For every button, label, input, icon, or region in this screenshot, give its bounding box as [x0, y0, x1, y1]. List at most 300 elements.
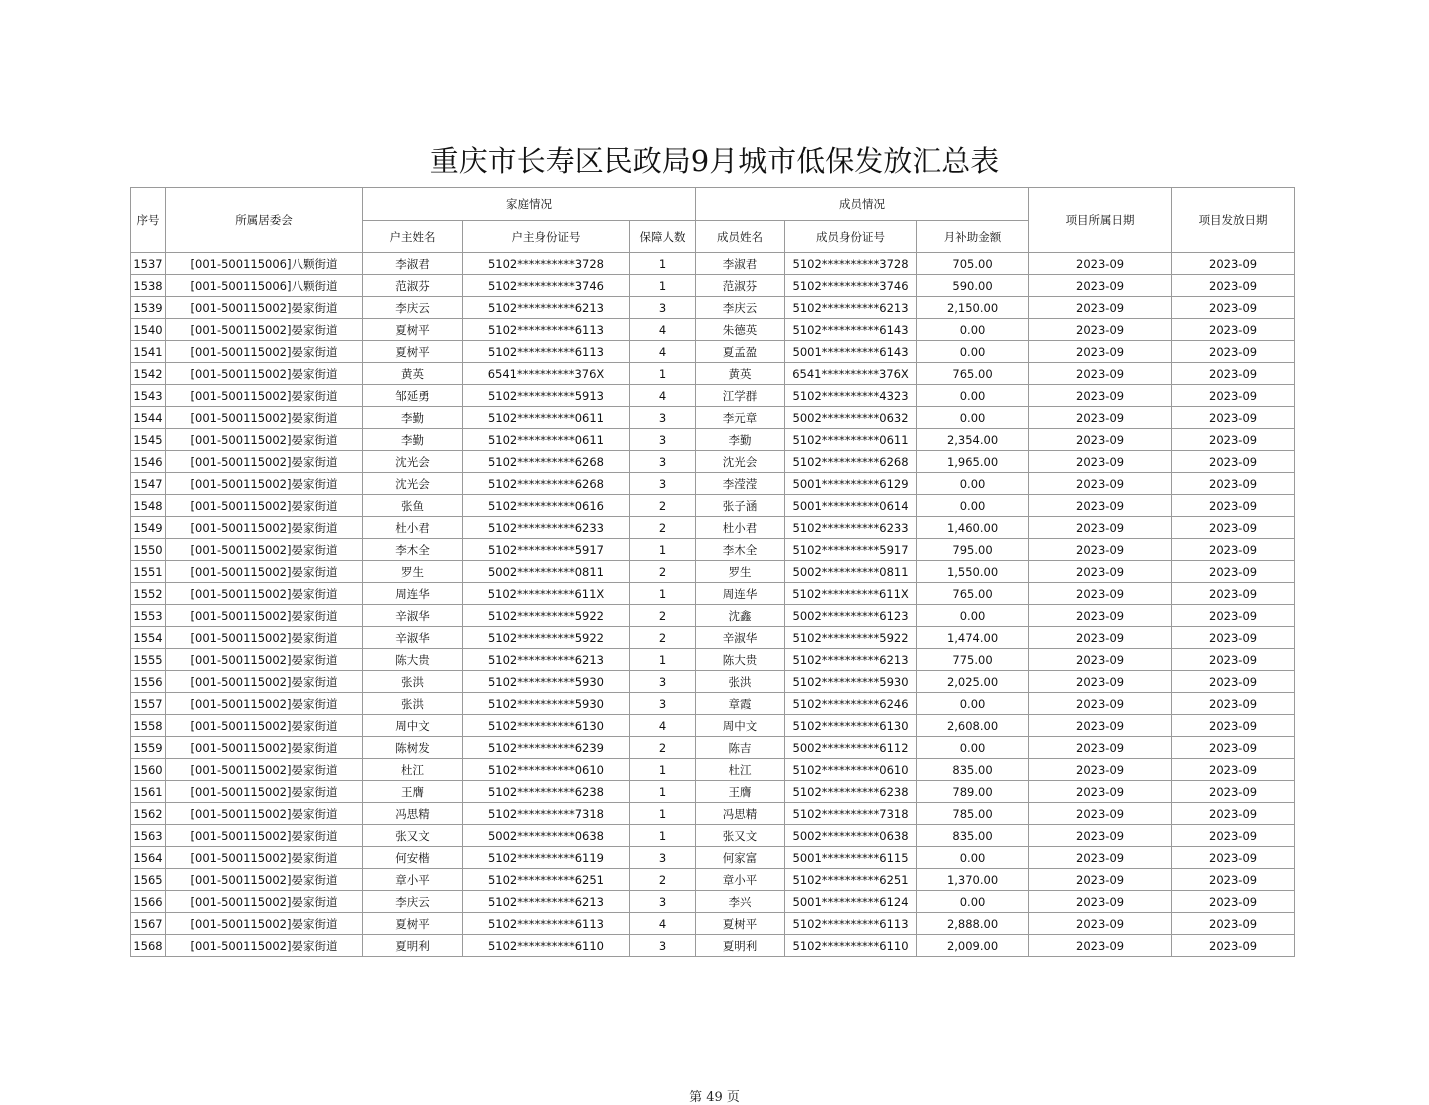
cell-subsidy: 765.00 [917, 363, 1029, 385]
cell-head-id: 5102**********5922 [463, 605, 630, 627]
table-row [131, 781, 1295, 803]
cell-issue-date: 2023-09 [1172, 253, 1295, 275]
cell-member-name: 李滢滢 [696, 473, 785, 495]
cell-issue-date: 2023-09 [1172, 473, 1295, 495]
cell-member-name: 陈大贵 [696, 649, 785, 671]
cell-seq: 1548 [131, 495, 166, 517]
table-row [131, 693, 1295, 715]
cell-covered: 4 [630, 341, 696, 363]
cell-issue-date: 2023-09 [1172, 297, 1295, 319]
table-row [131, 473, 1295, 495]
cell-covered: 1 [630, 825, 696, 847]
cell-member-name: 张洪 [696, 671, 785, 693]
header-family-group: 家庭情况 [363, 188, 696, 221]
cell-committee: [001-500115006]八颗街道 [166, 253, 363, 275]
cell-subsidy: 0.00 [917, 605, 1029, 627]
cell-member-name: 夏孟盈 [696, 341, 785, 363]
page-number: 第 49 页 [689, 1090, 740, 1105]
cell-subsidy: 1,965.00 [917, 451, 1029, 473]
cell-seq: 1540 [131, 319, 166, 341]
cell-member-name: 张又文 [696, 825, 785, 847]
cell-covered: 1 [630, 781, 696, 803]
cell-head-id: 5102**********5922 [463, 627, 630, 649]
cell-head-name: 黄英 [363, 363, 463, 385]
cell-issue-date: 2023-09 [1172, 671, 1295, 693]
cell-member-id: 5102**********6213 [785, 649, 917, 671]
cell-member-id: 5102**********6110 [785, 935, 917, 957]
cell-committee: [001-500115002]晏家街道 [166, 583, 363, 605]
header-seq: 序号 [131, 188, 166, 253]
cell-project-date: 2023-09 [1029, 825, 1172, 847]
cell-covered: 3 [630, 693, 696, 715]
cell-subsidy: 0.00 [917, 495, 1029, 517]
cell-head-id: 5102**********5917 [463, 539, 630, 561]
cell-covered: 4 [630, 913, 696, 935]
cell-head-id: 6541**********376X [463, 363, 630, 385]
cell-subsidy: 2,009.00 [917, 935, 1029, 957]
header-member-group: 成员情况 [696, 188, 1029, 221]
cell-member-id: 5102**********4323 [785, 385, 917, 407]
cell-project-date: 2023-09 [1029, 253, 1172, 275]
cell-committee: [001-500115002]晏家街道 [166, 605, 363, 627]
cell-member-name: 杜小君 [696, 517, 785, 539]
cell-issue-date: 2023-09 [1172, 407, 1295, 429]
table-row [131, 759, 1295, 781]
cell-committee: [001-500115002]晏家街道 [166, 869, 363, 891]
cell-covered: 3 [630, 407, 696, 429]
cell-member-id: 5102**********3728 [785, 253, 917, 275]
cell-member-name: 李淑君 [696, 253, 785, 275]
cell-subsidy: 765.00 [917, 583, 1029, 605]
cell-committee: [001-500115002]晏家街道 [166, 781, 363, 803]
cell-subsidy: 1,370.00 [917, 869, 1029, 891]
cell-head-id: 5102**********6110 [463, 935, 630, 957]
header-head-name: 户主姓名 [363, 221, 463, 253]
cell-issue-date: 2023-09 [1172, 605, 1295, 627]
cell-subsidy: 2,888.00 [917, 913, 1029, 935]
cell-issue-date: 2023-09 [1172, 759, 1295, 781]
cell-member-name: 周连华 [696, 583, 785, 605]
cell-member-name: 夏树平 [696, 913, 785, 935]
cell-seq: 1561 [131, 781, 166, 803]
cell-project-date: 2023-09 [1029, 297, 1172, 319]
cell-member-id: 5102**********6251 [785, 869, 917, 891]
cell-seq: 1559 [131, 737, 166, 759]
cell-member-name: 王膺 [696, 781, 785, 803]
cell-project-date: 2023-09 [1029, 737, 1172, 759]
cell-member-id: 5102**********5930 [785, 671, 917, 693]
cell-committee: [001-500115002]晏家街道 [166, 407, 363, 429]
cell-issue-date: 2023-09 [1172, 891, 1295, 913]
cell-head-id: 5102**********6268 [463, 451, 630, 473]
cell-committee: [001-500115002]晏家街道 [166, 451, 363, 473]
cell-subsidy: 0.00 [917, 847, 1029, 869]
cell-head-id: 5102**********6233 [463, 517, 630, 539]
cell-covered: 1 [630, 539, 696, 561]
cell-member-name: 黄英 [696, 363, 785, 385]
table-row [131, 341, 1295, 363]
cell-member-id: 6541**********376X [785, 363, 917, 385]
cell-head-name: 何安楷 [363, 847, 463, 869]
cell-subsidy: 0.00 [917, 407, 1029, 429]
cell-member-id: 5102**********6213 [785, 297, 917, 319]
cell-head-id: 5102**********3746 [463, 275, 630, 297]
cell-head-id: 5102**********6213 [463, 649, 630, 671]
cell-committee: [001-500115006]八颗街道 [166, 275, 363, 297]
header-committee: 所属居委会 [166, 188, 363, 253]
cell-seq: 1551 [131, 561, 166, 583]
table-row [131, 869, 1295, 891]
cell-head-name: 李勤 [363, 429, 463, 451]
cell-seq: 1555 [131, 649, 166, 671]
page-title: 重庆市长寿区民政局9月城市低保发放汇总表 [429, 144, 1000, 178]
cell-head-id: 5102**********6113 [463, 913, 630, 935]
cell-head-name: 陈大贵 [363, 649, 463, 671]
cell-project-date: 2023-09 [1029, 627, 1172, 649]
cell-seq: 1564 [131, 847, 166, 869]
cell-subsidy: 1,550.00 [917, 561, 1029, 583]
cell-committee: [001-500115002]晏家街道 [166, 627, 363, 649]
cell-head-id: 5002**********0811 [463, 561, 630, 583]
table-row [131, 495, 1295, 517]
cell-subsidy: 705.00 [917, 253, 1029, 275]
cell-head-name: 范淑芬 [363, 275, 463, 297]
cell-subsidy: 0.00 [917, 693, 1029, 715]
cell-committee: [001-500115002]晏家街道 [166, 429, 363, 451]
cell-subsidy: 2,025.00 [917, 671, 1029, 693]
cell-project-date: 2023-09 [1029, 715, 1172, 737]
cell-member-id: 5001**********0614 [785, 495, 917, 517]
cell-covered: 2 [630, 737, 696, 759]
cell-committee: [001-500115002]晏家街道 [166, 561, 363, 583]
cell-project-date: 2023-09 [1029, 671, 1172, 693]
cell-seq: 1560 [131, 759, 166, 781]
table-row [131, 363, 1295, 385]
cell-head-name: 夏树平 [363, 319, 463, 341]
cell-issue-date: 2023-09 [1172, 517, 1295, 539]
cell-issue-date: 2023-09 [1172, 935, 1295, 957]
cell-subsidy: 1,460.00 [917, 517, 1029, 539]
cell-seq: 1547 [131, 473, 166, 495]
cell-seq: 1568 [131, 935, 166, 957]
cell-covered: 3 [630, 297, 696, 319]
cell-committee: [001-500115002]晏家街道 [166, 473, 363, 495]
cell-project-date: 2023-09 [1029, 649, 1172, 671]
cell-head-name: 张鱼 [363, 495, 463, 517]
cell-committee: [001-500115002]晏家街道 [166, 759, 363, 781]
table-row [131, 671, 1295, 693]
cell-head-name: 李勤 [363, 407, 463, 429]
cell-committee: [001-500115002]晏家街道 [166, 891, 363, 913]
cell-seq: 1549 [131, 517, 166, 539]
cell-head-id: 5102**********6113 [463, 341, 630, 363]
header-project-date: 项目所属日期 [1029, 188, 1172, 253]
table-row [131, 649, 1295, 671]
cell-head-name: 夏树平 [363, 341, 463, 363]
cell-subsidy: 835.00 [917, 825, 1029, 847]
cell-head-name: 李庆云 [363, 891, 463, 913]
cell-issue-date: 2023-09 [1172, 825, 1295, 847]
cell-seq: 1556 [131, 671, 166, 693]
cell-head-id: 5102**********6119 [463, 847, 630, 869]
cell-project-date: 2023-09 [1029, 847, 1172, 869]
cell-subsidy: 0.00 [917, 737, 1029, 759]
table-row [131, 935, 1295, 957]
cell-committee: [001-500115002]晏家街道 [166, 649, 363, 671]
cell-head-name: 杜江 [363, 759, 463, 781]
cell-committee: [001-500115002]晏家街道 [166, 715, 363, 737]
cell-member-name: 陈吉 [696, 737, 785, 759]
cell-project-date: 2023-09 [1029, 869, 1172, 891]
cell-project-date: 2023-09 [1029, 517, 1172, 539]
cell-head-name: 周连华 [363, 583, 463, 605]
allowance-table [130, 187, 1295, 957]
cell-seq: 1542 [131, 363, 166, 385]
cell-issue-date: 2023-09 [1172, 561, 1295, 583]
cell-issue-date: 2023-09 [1172, 715, 1295, 737]
cell-member-name: 罗生 [696, 561, 785, 583]
cell-head-name: 李庆云 [363, 297, 463, 319]
cell-member-name: 周中文 [696, 715, 785, 737]
cell-head-id: 5102**********3728 [463, 253, 630, 275]
cell-issue-date: 2023-09 [1172, 693, 1295, 715]
cell-issue-date: 2023-09 [1172, 869, 1295, 891]
cell-member-id: 5102**********5917 [785, 539, 917, 561]
cell-committee: [001-500115002]晏家街道 [166, 341, 363, 363]
cell-head-id: 5102**********6213 [463, 891, 630, 913]
cell-seq: 1558 [131, 715, 166, 737]
cell-member-id: 5002**********6112 [785, 737, 917, 759]
cell-project-date: 2023-09 [1029, 891, 1172, 913]
cell-issue-date: 2023-09 [1172, 627, 1295, 649]
table-row [131, 803, 1295, 825]
cell-member-name: 章小平 [696, 869, 785, 891]
cell-subsidy: 2,354.00 [917, 429, 1029, 451]
cell-issue-date: 2023-09 [1172, 737, 1295, 759]
cell-member-id: 5002**********6123 [785, 605, 917, 627]
cell-member-id: 5102**********0611 [785, 429, 917, 451]
table-row [131, 429, 1295, 451]
cell-member-id: 5102**********5922 [785, 627, 917, 649]
cell-project-date: 2023-09 [1029, 363, 1172, 385]
table-row [131, 319, 1295, 341]
cell-member-name: 夏明利 [696, 935, 785, 957]
cell-head-id: 5102**********0616 [463, 495, 630, 517]
cell-covered: 1 [630, 649, 696, 671]
cell-head-id: 5102**********611X [463, 583, 630, 605]
cell-member-name: 李勤 [696, 429, 785, 451]
cell-covered: 4 [630, 385, 696, 407]
cell-head-id: 5102**********6130 [463, 715, 630, 737]
cell-covered: 1 [630, 583, 696, 605]
cell-head-name: 章小平 [363, 869, 463, 891]
cell-member-name: 何家富 [696, 847, 785, 869]
cell-subsidy: 0.00 [917, 385, 1029, 407]
cell-head-id: 5102**********6251 [463, 869, 630, 891]
cell-member-name: 章霞 [696, 693, 785, 715]
cell-head-name: 陈树发 [363, 737, 463, 759]
table-row [131, 627, 1295, 649]
cell-committee: [001-500115002]晏家街道 [166, 363, 363, 385]
cell-covered: 1 [630, 363, 696, 385]
cell-project-date: 2023-09 [1029, 539, 1172, 561]
cell-head-name: 王膺 [363, 781, 463, 803]
cell-committee: [001-500115002]晏家街道 [166, 385, 363, 407]
cell-subsidy: 795.00 [917, 539, 1029, 561]
cell-head-name: 夏明利 [363, 935, 463, 957]
cell-issue-date: 2023-09 [1172, 583, 1295, 605]
table-row [131, 891, 1295, 913]
cell-committee: [001-500115002]晏家街道 [166, 693, 363, 715]
cell-head-id: 5002**********0638 [463, 825, 630, 847]
cell-seq: 1543 [131, 385, 166, 407]
cell-seq: 1538 [131, 275, 166, 297]
header-covered: 保障人数 [630, 221, 696, 253]
cell-subsidy: 0.00 [917, 341, 1029, 363]
cell-member-id: 5102**********6130 [785, 715, 917, 737]
cell-seq: 1554 [131, 627, 166, 649]
cell-member-name: 江学群 [696, 385, 785, 407]
cell-member-name: 辛淑华 [696, 627, 785, 649]
cell-project-date: 2023-09 [1029, 605, 1172, 627]
cell-covered: 1 [630, 803, 696, 825]
cell-head-id: 5102**********6239 [463, 737, 630, 759]
table-row [131, 407, 1295, 429]
cell-member-id: 5102**********7318 [785, 803, 917, 825]
cell-subsidy: 0.00 [917, 319, 1029, 341]
cell-member-id: 5102**********6268 [785, 451, 917, 473]
cell-subsidy: 785.00 [917, 803, 1029, 825]
cell-covered: 4 [630, 319, 696, 341]
cell-seq: 1566 [131, 891, 166, 913]
cell-project-date: 2023-09 [1029, 407, 1172, 429]
cell-seq: 1557 [131, 693, 166, 715]
cell-member-name: 沈鑫 [696, 605, 785, 627]
cell-seq: 1552 [131, 583, 166, 605]
cell-seq: 1537 [131, 253, 166, 275]
cell-subsidy: 789.00 [917, 781, 1029, 803]
cell-project-date: 2023-09 [1029, 473, 1172, 495]
cell-head-name: 冯思精 [363, 803, 463, 825]
table-row [131, 605, 1295, 627]
cell-member-id: 5002**********0632 [785, 407, 917, 429]
cell-seq: 1562 [131, 803, 166, 825]
cell-subsidy: 0.00 [917, 473, 1029, 495]
cell-member-name: 李元章 [696, 407, 785, 429]
table-row [131, 385, 1295, 407]
cell-committee: [001-500115002]晏家街道 [166, 671, 363, 693]
cell-member-id: 5102**********6143 [785, 319, 917, 341]
cell-head-name: 李木全 [363, 539, 463, 561]
cell-issue-date: 2023-09 [1172, 781, 1295, 803]
cell-project-date: 2023-09 [1029, 495, 1172, 517]
cell-seq: 1563 [131, 825, 166, 847]
table-row [131, 583, 1295, 605]
cell-head-id: 5102**********6213 [463, 297, 630, 319]
cell-committee: [001-500115002]晏家街道 [166, 847, 363, 869]
table-row [131, 253, 1295, 275]
cell-issue-date: 2023-09 [1172, 649, 1295, 671]
cell-head-id: 5102**********6238 [463, 781, 630, 803]
cell-covered: 2 [630, 605, 696, 627]
cell-seq: 1567 [131, 913, 166, 935]
table-row [131, 825, 1295, 847]
cell-head-name: 罗生 [363, 561, 463, 583]
cell-covered: 2 [630, 627, 696, 649]
table-row [131, 715, 1295, 737]
header-issue-date: 项目发放日期 [1172, 188, 1295, 253]
cell-member-id: 5102**********611X [785, 583, 917, 605]
cell-issue-date: 2023-09 [1172, 913, 1295, 935]
cell-issue-date: 2023-09 [1172, 341, 1295, 363]
cell-member-name: 冯思精 [696, 803, 785, 825]
cell-covered: 1 [630, 253, 696, 275]
cell-member-id: 5102**********6113 [785, 913, 917, 935]
cell-member-id: 5001**********6143 [785, 341, 917, 363]
cell-head-name: 张洪 [363, 671, 463, 693]
cell-subsidy: 1,474.00 [917, 627, 1029, 649]
cell-subsidy: 0.00 [917, 891, 1029, 913]
cell-issue-date: 2023-09 [1172, 275, 1295, 297]
cell-head-id: 5102**********5930 [463, 693, 630, 715]
cell-covered: 1 [630, 275, 696, 297]
cell-subsidy: 590.00 [917, 275, 1029, 297]
cell-member-id: 5102**********0610 [785, 759, 917, 781]
table-row [131, 517, 1295, 539]
cell-project-date: 2023-09 [1029, 451, 1172, 473]
cell-head-name: 沈光会 [363, 473, 463, 495]
cell-project-date: 2023-09 [1029, 319, 1172, 341]
cell-covered: 3 [630, 429, 696, 451]
cell-member-id: 5102**********6246 [785, 693, 917, 715]
cell-project-date: 2023-09 [1029, 561, 1172, 583]
cell-head-name: 辛淑华 [363, 605, 463, 627]
cell-project-date: 2023-09 [1029, 913, 1172, 935]
table-body [131, 253, 1295, 957]
cell-member-id: 5002**********0811 [785, 561, 917, 583]
cell-committee: [001-500115002]晏家街道 [166, 825, 363, 847]
cell-covered: 2 [630, 517, 696, 539]
cell-seq: 1553 [131, 605, 166, 627]
cell-committee: [001-500115002]晏家街道 [166, 737, 363, 759]
cell-head-id: 5102**********7318 [463, 803, 630, 825]
cell-head-name: 沈光会 [363, 451, 463, 473]
table-row [131, 913, 1295, 935]
cell-head-name: 张洪 [363, 693, 463, 715]
cell-committee: [001-500115002]晏家街道 [166, 803, 363, 825]
table-row [131, 847, 1295, 869]
cell-committee: [001-500115002]晏家街道 [166, 913, 363, 935]
cell-subsidy: 2,150.00 [917, 297, 1029, 319]
cell-project-date: 2023-09 [1029, 341, 1172, 363]
cell-subsidy: 2,608.00 [917, 715, 1029, 737]
header-member-name: 成员姓名 [696, 221, 785, 253]
cell-project-date: 2023-09 [1029, 385, 1172, 407]
cell-seq: 1544 [131, 407, 166, 429]
header-head-id: 户主身份证号 [463, 221, 630, 253]
cell-head-name: 邹延勇 [363, 385, 463, 407]
cell-covered: 4 [630, 715, 696, 737]
cell-covered: 2 [630, 495, 696, 517]
cell-project-date: 2023-09 [1029, 803, 1172, 825]
cell-issue-date: 2023-09 [1172, 847, 1295, 869]
cell-issue-date: 2023-09 [1172, 803, 1295, 825]
cell-member-name: 李兴 [696, 891, 785, 913]
cell-member-name: 张子涵 [696, 495, 785, 517]
cell-covered: 3 [630, 935, 696, 957]
cell-committee: [001-500115002]晏家街道 [166, 539, 363, 561]
header-member-id: 成员身份证号 [785, 221, 917, 253]
